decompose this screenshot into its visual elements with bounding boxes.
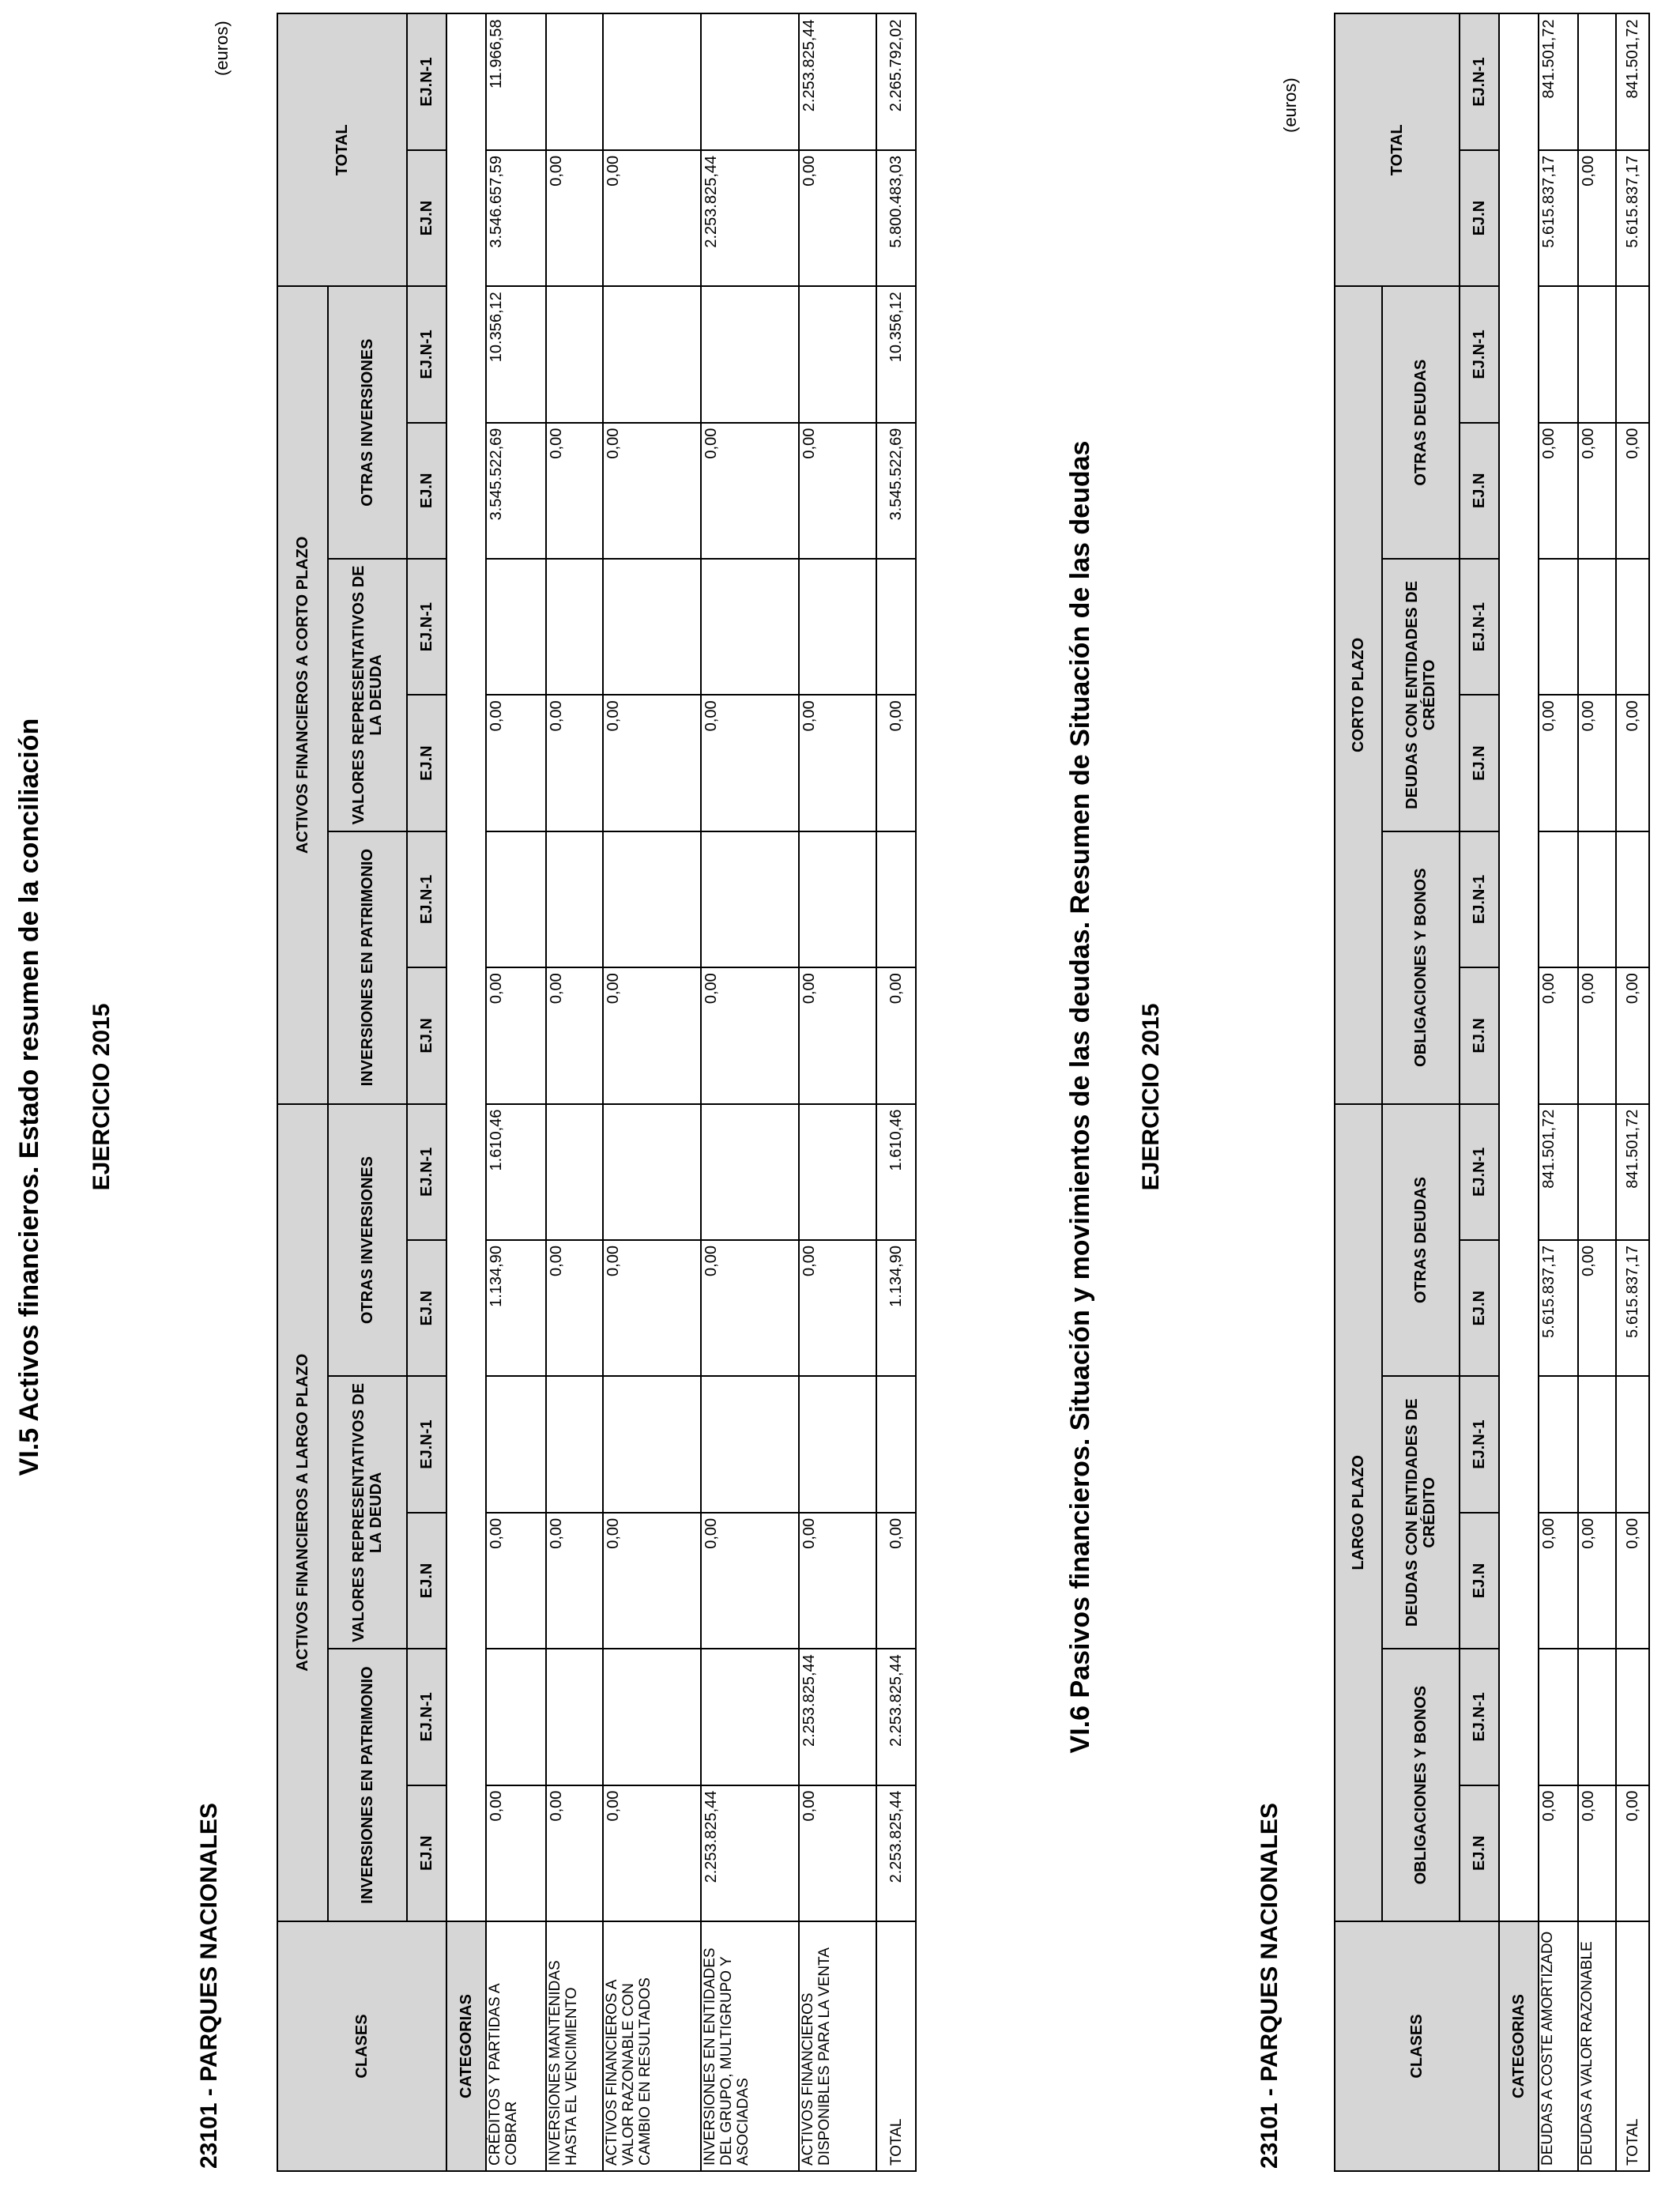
value-cell: 1.134,90 bbox=[876, 1240, 916, 1376]
section5-unit: (euros) bbox=[212, 21, 232, 76]
value-cell bbox=[1578, 286, 1616, 422]
value-cell: 0,00 bbox=[1539, 967, 1578, 1103]
year-header: EJ.N-1 bbox=[1460, 1649, 1499, 1785]
value-cell: 841.501,72 bbox=[1616, 1104, 1649, 1240]
value-cell: 10.356,12 bbox=[486, 286, 546, 422]
year-header: EJ.N-1 bbox=[407, 286, 446, 422]
value-cell bbox=[486, 1376, 546, 1512]
group-corto-plazo: CORTO PLAZO bbox=[1335, 286, 1382, 1103]
value-cell: 0,00 bbox=[1578, 695, 1616, 831]
value-cell: 0,00 bbox=[546, 695, 603, 831]
value-cell: 841.501,72 bbox=[1539, 1104, 1578, 1240]
value-cell bbox=[1578, 1649, 1616, 1785]
year-header: EJ.N-1 bbox=[1460, 1376, 1499, 1512]
value-cell: 2.253.825,44 bbox=[876, 1785, 916, 1921]
value-cell: 2.253.825,44 bbox=[799, 13, 876, 149]
value-cell: 1.610,46 bbox=[486, 1104, 546, 1240]
value-cell: 5.615.837,17 bbox=[1616, 1240, 1649, 1376]
value-cell: 0,00 bbox=[1578, 1240, 1616, 1376]
value-cell bbox=[546, 1104, 603, 1240]
value-cell bbox=[1539, 1649, 1578, 1785]
value-cell: 0,00 bbox=[603, 967, 701, 1103]
value-cell: 10.356,12 bbox=[876, 286, 916, 422]
value-cell: 0,00 bbox=[1578, 1513, 1616, 1649]
year-header: EJ.N-1 bbox=[1460, 1104, 1499, 1240]
col-entidades-largo: DEUDAS CON ENTIDADES DE CRÉDITO bbox=[1382, 1376, 1460, 1649]
section6-subtitle: EJERCICIO 2015 bbox=[1138, 1003, 1164, 1191]
value-cell bbox=[799, 286, 876, 422]
value-cell bbox=[1616, 1649, 1649, 1785]
year-header: EJ.N-1 bbox=[407, 13, 446, 149]
value-cell: 0,00 bbox=[799, 695, 876, 831]
value-cell: 0,00 bbox=[546, 1513, 603, 1649]
value-cell: 0,00 bbox=[799, 423, 876, 559]
row-label: TOTAL bbox=[876, 1921, 916, 2171]
value-cell: 3.546.657,59 bbox=[486, 150, 546, 286]
value-cell bbox=[701, 1649, 799, 1785]
value-cell: 0,00 bbox=[1539, 423, 1578, 559]
year-header: EJ.N-1 bbox=[407, 1649, 446, 1785]
clases-header: CLASES bbox=[277, 1921, 446, 2171]
table-row bbox=[876, 13, 916, 2171]
value-cell: 2.265.792,02 bbox=[876, 13, 916, 149]
col-obligaciones-largo: OBLIGACIONES Y BONOS bbox=[1382, 1649, 1460, 1921]
year-header: EJ.N bbox=[1460, 967, 1499, 1103]
group-largo-plazo: LARGO PLAZO bbox=[1335, 1104, 1382, 1921]
value-cell: 0,00 bbox=[701, 695, 799, 831]
year-header: EJ.N-1 bbox=[407, 559, 446, 695]
year-header: EJ.N-1 bbox=[407, 1104, 446, 1240]
col-patrimonio-largo: INVERSIONES EN PATRIMONIO bbox=[328, 1649, 407, 1921]
row-label: ACTIVOS FINANCIEROS A VALOR RAZONABLE CON CAMBIO EN RESULTADOS bbox=[603, 1921, 701, 2171]
value-cell: 2.253.825,44 bbox=[876, 1649, 916, 1785]
table-row bbox=[1578, 13, 1616, 2171]
header-blank bbox=[446, 13, 486, 1921]
value-cell bbox=[1539, 1376, 1578, 1512]
year-header: EJ.N-1 bbox=[407, 831, 446, 967]
value-cell: 0,00 bbox=[1578, 150, 1616, 286]
value-cell bbox=[486, 831, 546, 967]
value-cell: 0,00 bbox=[701, 1513, 799, 1649]
value-cell: 0,00 bbox=[546, 1785, 603, 1921]
value-cell: 0,00 bbox=[1578, 423, 1616, 559]
assets-table-body bbox=[486, 13, 916, 2171]
year-header: EJ.N-1 bbox=[1460, 13, 1499, 149]
row-label: CRÉDITOS Y PARTIDAS A COBRAR bbox=[486, 1921, 546, 2171]
value-cell bbox=[799, 831, 876, 967]
value-cell: 1.134,90 bbox=[486, 1240, 546, 1376]
row-label: DEUDAS A COSTE AMORTIZADO bbox=[1539, 1921, 1578, 2171]
value-cell bbox=[603, 1104, 701, 1240]
col-patrimonio-corto: INVERSIONES EN PATRIMONIO bbox=[328, 831, 407, 1104]
year-header: EJ.N bbox=[1460, 1785, 1499, 1921]
value-cell: 0,00 bbox=[701, 423, 799, 559]
section6-title: VI.6 Pasivos financieros. Situación y movimientos de las deudas. Resumen de Situación de las deudas bbox=[1065, 440, 1095, 1754]
value-cell bbox=[1616, 559, 1649, 695]
value-cell bbox=[603, 1649, 701, 1785]
value-cell: 0,00 bbox=[1539, 1785, 1578, 1921]
value-cell: 11.966,58 bbox=[486, 13, 546, 149]
value-cell: 0,00 bbox=[546, 150, 603, 286]
table-row bbox=[1616, 13, 1649, 2171]
value-cell: 841.501,72 bbox=[1539, 13, 1578, 149]
liabilities-table-body bbox=[1539, 13, 1649, 2171]
value-cell bbox=[546, 1376, 603, 1512]
value-cell: 0,00 bbox=[799, 1240, 876, 1376]
value-cell: 3.545.522,69 bbox=[876, 423, 916, 559]
value-cell: 0,00 bbox=[1616, 1513, 1649, 1649]
value-cell bbox=[1616, 831, 1649, 967]
value-cell bbox=[1539, 831, 1578, 967]
value-cell: 0,00 bbox=[799, 1785, 876, 1921]
categorias-header: CATEGORIAS bbox=[446, 1921, 486, 2171]
value-cell: 2.253.825,44 bbox=[701, 150, 799, 286]
value-cell: 0,00 bbox=[546, 967, 603, 1103]
year-header: EJ.N bbox=[1460, 1240, 1499, 1376]
value-cell bbox=[603, 559, 701, 695]
value-cell bbox=[701, 1104, 799, 1240]
header-blank bbox=[1499, 13, 1539, 1921]
value-cell: 0,00 bbox=[603, 1513, 701, 1649]
year-header: EJ.N-1 bbox=[407, 1376, 446, 1512]
year-header: EJ.N bbox=[1460, 150, 1499, 286]
section5-entity: 23101 - PARQUES NACIONALES bbox=[196, 1803, 222, 2169]
value-cell: 5.615.837,17 bbox=[1616, 150, 1649, 286]
value-cell bbox=[1616, 1376, 1649, 1512]
value-cell bbox=[546, 13, 603, 149]
value-cell: 0,00 bbox=[546, 423, 603, 559]
table-row bbox=[701, 13, 799, 2171]
value-cell: 0,00 bbox=[603, 150, 701, 286]
table-row bbox=[1539, 13, 1578, 2171]
value-cell bbox=[546, 831, 603, 967]
year-header: EJ.N-1 bbox=[1460, 831, 1499, 967]
value-cell bbox=[1578, 1376, 1616, 1512]
col-obligaciones-corto: OBLIGACIONES Y BONOS bbox=[1382, 831, 1460, 1104]
value-cell: 0,00 bbox=[486, 695, 546, 831]
value-cell: 0,00 bbox=[1578, 967, 1616, 1103]
col-otras-corto: OTRAS INVERSIONES bbox=[328, 286, 407, 559]
clases-header: CLASES bbox=[1335, 1921, 1499, 2171]
value-cell bbox=[876, 1376, 916, 1512]
value-cell: 841.501,72 bbox=[1616, 13, 1649, 149]
value-cell bbox=[1616, 286, 1649, 422]
value-cell bbox=[701, 286, 799, 422]
year-header: EJ.N bbox=[1460, 1513, 1499, 1649]
col-valores-corto: VALORES REPRESENTATIVOS DE LA DEUDA bbox=[328, 559, 407, 831]
year-header: EJ.N bbox=[407, 1785, 446, 1921]
table-row bbox=[546, 13, 603, 2171]
row-label: DEUDAS A VALOR RAZONABLE bbox=[1578, 1921, 1616, 2171]
value-cell: 0,00 bbox=[486, 1785, 546, 1921]
value-cell bbox=[546, 286, 603, 422]
value-cell bbox=[486, 1649, 546, 1785]
value-cell: 0,00 bbox=[603, 423, 701, 559]
year-header: EJ.N bbox=[1460, 695, 1499, 831]
section6-entity: 23101 - PARQUES NACIONALES bbox=[1256, 1803, 1283, 2169]
row-label: ACTIVOS FINANCIEROS DISPONIBLES PARA LA VENTA bbox=[799, 1921, 876, 2171]
value-cell: 0,00 bbox=[1616, 967, 1649, 1103]
value-cell: 0,00 bbox=[1578, 1785, 1616, 1921]
table-row bbox=[486, 13, 546, 2171]
value-cell bbox=[701, 1376, 799, 1512]
year-header: EJ.N-1 bbox=[1460, 559, 1499, 695]
value-cell: 0,00 bbox=[546, 1240, 603, 1376]
value-cell bbox=[603, 286, 701, 422]
year-header: EJ.N bbox=[407, 423, 446, 559]
value-cell: 0,00 bbox=[799, 967, 876, 1103]
value-cell: 2.253.825,44 bbox=[799, 1649, 876, 1785]
section5-subtitle: EJERCICIO 2015 bbox=[89, 1003, 115, 1191]
value-cell: 0,00 bbox=[1616, 695, 1649, 831]
value-cell: 0,00 bbox=[1616, 423, 1649, 559]
value-cell: 0,00 bbox=[1539, 695, 1578, 831]
value-cell bbox=[1539, 286, 1578, 422]
value-cell bbox=[701, 13, 799, 149]
value-cell: 2.253.825,44 bbox=[701, 1785, 799, 1921]
value-cell bbox=[486, 559, 546, 695]
group-largo-plazo: ACTIVOS FINANCIEROS A LARGO PLAZO bbox=[277, 1104, 328, 1921]
value-cell bbox=[799, 1376, 876, 1512]
value-cell bbox=[603, 831, 701, 967]
group-corto-plazo: ACTIVOS FINANCIEROS A CORTO PLAZO bbox=[277, 286, 328, 1103]
value-cell: 0,00 bbox=[876, 1513, 916, 1649]
value-cell bbox=[603, 1376, 701, 1512]
value-cell: 0,00 bbox=[876, 695, 916, 831]
value-cell: 0,00 bbox=[603, 1785, 701, 1921]
categorias-header: CATEGORIAS bbox=[1499, 1921, 1539, 2171]
value-cell: 0,00 bbox=[603, 695, 701, 831]
year-header: EJ.N bbox=[407, 150, 446, 286]
value-cell: 0,00 bbox=[799, 1513, 876, 1649]
col-valores-largo: VALORES REPRESENTATIVOS DE LA DEUDA bbox=[328, 1376, 407, 1649]
year-header: EJ.N bbox=[407, 1513, 446, 1649]
col-otras-corto: OTRAS DEUDAS bbox=[1382, 286, 1460, 559]
value-cell: 0,00 bbox=[486, 1513, 546, 1649]
value-cell bbox=[1578, 831, 1616, 967]
table-row bbox=[799, 13, 876, 2171]
value-cell bbox=[1578, 559, 1616, 695]
value-cell: 0,00 bbox=[799, 150, 876, 286]
value-cell bbox=[1578, 13, 1616, 149]
value-cell: 3.545.522,69 bbox=[486, 423, 546, 559]
value-cell bbox=[799, 559, 876, 695]
value-cell bbox=[546, 559, 603, 695]
value-cell bbox=[876, 831, 916, 967]
value-cell bbox=[876, 559, 916, 695]
value-cell bbox=[1539, 559, 1578, 695]
value-cell: 0,00 bbox=[701, 967, 799, 1103]
value-cell: 0,00 bbox=[1616, 1785, 1649, 1921]
total-header: TOTAL bbox=[277, 13, 407, 286]
value-cell bbox=[701, 559, 799, 695]
liabilities-table bbox=[1334, 13, 1650, 2172]
value-cell: 1.610,46 bbox=[876, 1104, 916, 1240]
row-label: INVERSIONES EN ENTIDADES DEL GRUPO, MULTIGRUPO Y ASOCIADAS bbox=[701, 1921, 799, 2171]
year-header: EJ.N bbox=[1460, 423, 1499, 559]
section6-unit: (euros) bbox=[1280, 77, 1300, 133]
value-cell: 0,00 bbox=[876, 967, 916, 1103]
value-cell bbox=[1578, 1104, 1616, 1240]
value-cell bbox=[701, 831, 799, 967]
col-entidades-corto: DEUDAS CON ENTIDADES DE CRÉDITO bbox=[1382, 559, 1460, 831]
value-cell: 0,00 bbox=[603, 1240, 701, 1376]
year-header: EJ.N-1 bbox=[1460, 286, 1499, 422]
total-header: TOTAL bbox=[1335, 13, 1460, 286]
col-otras-largo: OTRAS DEUDAS bbox=[1382, 1104, 1460, 1377]
section5-title: VI.5 Activos financieros. Estado resumen de la conciliación bbox=[14, 718, 44, 1476]
year-header: EJ.N bbox=[407, 695, 446, 831]
year-header: EJ.N bbox=[407, 967, 446, 1103]
value-cell bbox=[546, 1649, 603, 1785]
value-cell bbox=[799, 1104, 876, 1240]
assets-table bbox=[277, 13, 917, 2172]
row-label: INVERSIONES MANTENIDAS HASTA EL VENCIMIENTO bbox=[546, 1921, 603, 2171]
table-row bbox=[603, 13, 701, 2171]
col-otras-largo: OTRAS INVERSIONES bbox=[328, 1104, 407, 1377]
row-label: TOTAL bbox=[1616, 1921, 1649, 2171]
value-cell: 0,00 bbox=[701, 1240, 799, 1376]
value-cell: 5.615.837,17 bbox=[1539, 1240, 1578, 1376]
value-cell: 0,00 bbox=[1539, 1513, 1578, 1649]
value-cell: 5.615.837,17 bbox=[1539, 150, 1578, 286]
value-cell: 5.800.483,03 bbox=[876, 150, 916, 286]
value-cell bbox=[603, 13, 701, 149]
year-header: EJ.N bbox=[407, 1240, 446, 1376]
value-cell: 0,00 bbox=[486, 967, 546, 1103]
